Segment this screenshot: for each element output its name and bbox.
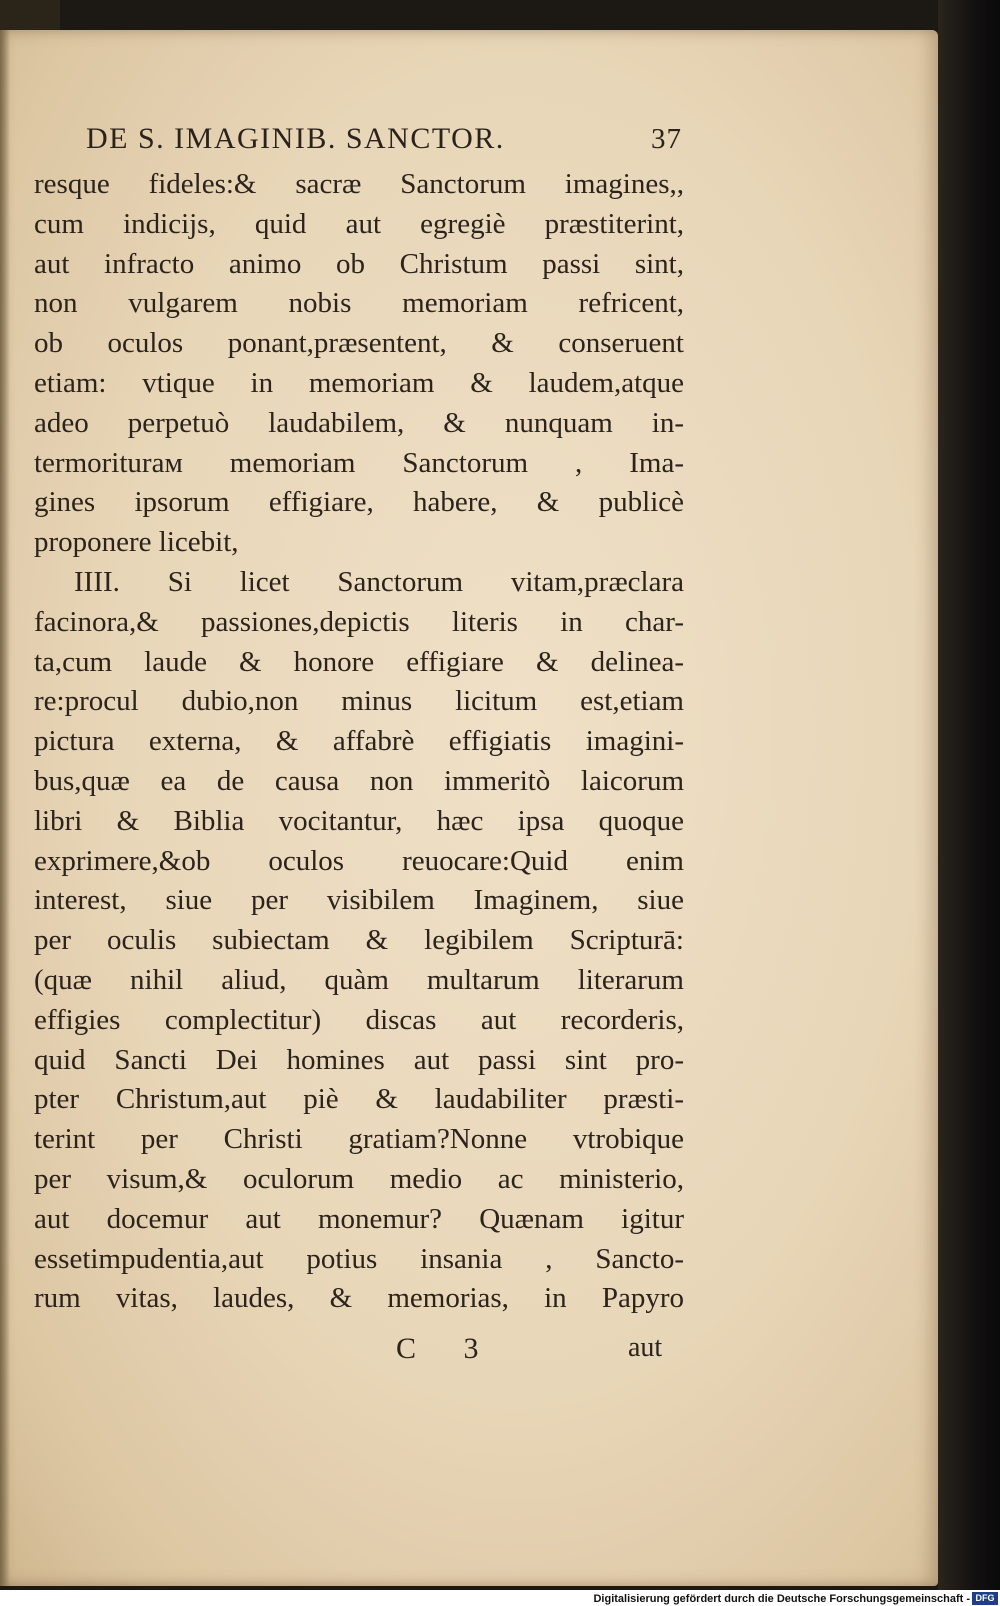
- text-line: pter Christum,aut piè & laudabiliter præsti-: [34, 1083, 684, 1116]
- text-line: non vulgarem nobis memoriam refricent,: [34, 287, 684, 320]
- catchword: aut: [628, 1332, 663, 1363]
- signature-mark: C 3: [396, 1332, 499, 1365]
- running-head: [86, 122, 686, 156]
- text-line: aut docemur aut monemur? Quænam igitur: [34, 1202, 684, 1235]
- text-line: per oculis subiectam & legibilem Scripturā:: [34, 924, 684, 957]
- scan-corner: [0, 0, 60, 30]
- text-line: essetimpudentia,aut potius insania , Sancto-: [34, 1242, 684, 1275]
- paragraph-start-line: IIII. Si licet Sanctorum vitam,præclara: [74, 565, 684, 598]
- running-head-title: DE S. IMAGINIB. SANCTOR.: [86, 122, 505, 155]
- text-line: interest, siue per visibilem Imaginem, siue: [34, 884, 684, 917]
- text-line: pictura externa, & affabrè effigiatis imagini-: [34, 725, 684, 758]
- text-line: cum indicijs, quid aut egregiè præstiterint,: [34, 207, 684, 240]
- text-line: exprimere,&ob oculos reuocare:Quid enim: [34, 844, 684, 877]
- text-line: bus,quæ ea de causa non immeritò laicorum: [34, 764, 684, 797]
- page-edge-shadow: [0, 30, 10, 1586]
- text-line: terint per Christi gratiam?Nonne vtrobique: [34, 1123, 684, 1156]
- text-line: (quæ nihil aliud, quàm multarum literarum: [34, 963, 684, 996]
- text-line: aut infracto animo ob Christum passi sint,: [34, 247, 684, 280]
- text-line: resque fideles:& sacræ Sanctorum imagines,,: [34, 168, 684, 200]
- text-line: adeo perpetuò laudabilem, & nunquam in-: [34, 406, 684, 439]
- page-number: 37: [651, 123, 682, 155]
- text-line: ta,cum laude & honore effigiare & delinea-: [34, 645, 684, 678]
- credit-bar: [0, 1590, 1000, 1606]
- text-line: rum vitas, laudes, & memorias, in Papyro: [34, 1282, 684, 1315]
- text-line: effigies complectitur) discas aut recorderis,: [34, 1003, 684, 1036]
- text-line: re:procul dubio,non minus licitum est,etiam: [34, 685, 684, 718]
- text-line: proponere licebit,: [34, 526, 239, 559]
- text-line: termoriturам memoriam Sanctorum , Ima-: [34, 446, 684, 479]
- text-line: etiam: vtique in memoriam & laudem,atque: [34, 366, 684, 399]
- funding-credit: Digitalisierung gefördert durch die Deutsche Forschungsgemeinschaft -: [593, 1593, 970, 1605]
- text-line: gines ipsorum effigiare, habere, & publicè: [34, 486, 684, 519]
- text-line: quid Sancti Dei homines aut passi sint pro-: [34, 1043, 684, 1076]
- dfg-logo: DFG: [972, 1592, 998, 1605]
- text-line: ob oculos ponant,præsentent, & conseruent: [34, 327, 684, 360]
- text-line: libri & Biblia vocitantur, hæc ipsa quoque: [34, 804, 684, 837]
- text-line: per visum,& oculorum medio ac ministerio,: [34, 1162, 684, 1195]
- text-line: facinora,& passiones,depictis literis in char-: [34, 605, 684, 638]
- body-text: [34, 165, 684, 1319]
- scan-border: [938, 0, 1000, 1590]
